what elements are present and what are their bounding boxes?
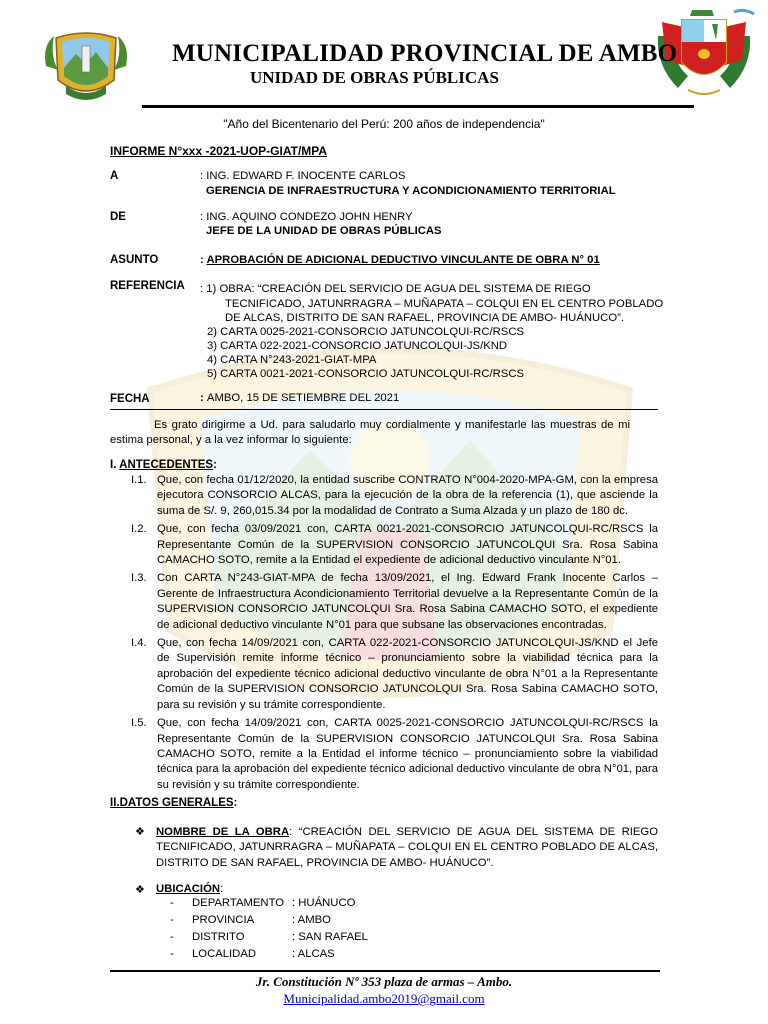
location-row: - LOCALIDAD : ALCAS <box>170 948 335 960</box>
list-item: I.5. Que, con fecha 14/09/2021 con, CARTA 0025-2021-CONSORCIO JATUNCOLQUI-RC/RSCS la Representante Común de la SUPERVISION CONSORCIO JATUNCOLQUI Sra. Rosa Sabina CAMACHO SOTO, remite a la Entidad el informe técnico – pronunciamiento sobre la viabilidad técnica para la aprobación del expediente técnico adicional deductivo vinculante de obra N°01, para su revisión y su trámite correspondiente. <box>131 717 658 791</box>
location-heading: UBICACIÓN: <box>156 883 224 895</box>
diamond-bullet-icon: ❖ <box>135 884 145 896</box>
from-label: DE <box>110 211 126 223</box>
to-label: A <box>110 170 119 182</box>
date: : AMBO, 15 DE SETIEMBRE DEL 2021 <box>200 392 400 404</box>
header-subtitle: UNIDAD DE OBRAS PÚBLICAS <box>250 68 499 87</box>
subject-text: APROBACIÓN DE ADICIONAL DEDUCTIVO VINCULANTE DE OBRA N° 01 <box>206 254 600 266</box>
subject: : APROBACIÓN DE ADICIONAL DEDUCTIVO VINCULANTE DE OBRA N° 01 <box>200 254 600 266</box>
antecedentes-list <box>131 473 658 793</box>
reference-item-5: 5) CARTA 0021-2021-CONSORCIO JATUNCOLQUI-RC/RSCS <box>207 368 525 380</box>
municipal-crest-logo <box>40 26 132 104</box>
work-name <box>156 825 658 871</box>
header-title: MUNICIPALIDAD PROVINCIAL DE AMBO <box>172 40 678 67</box>
footer-email-link[interactable]: Municipalidad.ambo2019@gmail.com <box>283 991 485 1006</box>
section-1-heading: I. ANTECEDENTES: <box>110 459 217 471</box>
location-label: UBICACIÓN <box>156 883 221 895</box>
reference-item-4: 4) CARTA N°243-2021-GIAT-MPA <box>207 354 377 366</box>
reference-line-1: : 1) OBRA: “CREACIÓN DEL SERVICIO DE AGUA DEL SISTEMA DE RIEGO <box>200 283 591 295</box>
reference-line-2: TECNIFICADO, JATUNRRAGRA – MUÑAPATA – COLQUI EN EL CENTRO POBLADO <box>225 298 664 310</box>
footer-divider <box>110 970 660 972</box>
list-item: I.3. Con CARTA N°243-GIAT-MPA de fecha 13/09/2021, el Ing. Edward Frank Inocente Carlos – Gerente de Infraestructura Acondicionamiento Territorial devuelve a la Representante Común de la SUPERVISION CONSORCIO JATUNCOLQUI Sra. Rosa Sabina CAMACHO SOTO, el expediente de adicional deductivo vinculante N°01 para que subsane las observaciones encontradas. <box>131 572 658 631</box>
date-text: AMBO, 15 DE SETIEMBRE DEL 2021 <box>206 392 400 404</box>
from-title: JEFE DE LA UNIDAD DE OBRAS PÚBLICAS <box>206 225 442 237</box>
reference-item-3: 3) CARTA 022-2021-CONSORCIO JATUNCOLQUI-JS/KND <box>207 340 508 352</box>
subject-label: ASUNTO <box>110 254 159 266</box>
reference-item-2: 2) CARTA 0025-2021-CONSORCIO JATUNCOLQUI-RC/RSCS <box>207 326 525 338</box>
reference-label: REFERENCIA <box>110 280 185 292</box>
location-row: - DEPARTAMENTO : HUÁNUCO <box>170 897 356 909</box>
diamond-bullet-icon: ❖ <box>135 826 145 838</box>
work-name-label: NOMBRE DE LA OBRA <box>156 826 290 838</box>
list-item: I.2. Que, con fecha 03/09/2021 con, CARTA 0021-2021-CONSORCIO JATUNCOLQUI-RC/RSCS la Representante Común de la SUPERVISION CONSORCIO JATUNCOLQUI Sra. Rosa Sabina CAMACHO SOTO, remite a la Entidad el expediente de adicional deductivo vinculante N°01. <box>131 523 658 567</box>
reference-line-3: DE ALCAS, DISTRITO DE SAN RAFAEL, PROVINCIA DE AMBO- HUÁNUCO”. <box>225 312 625 324</box>
intro-paragraph: Es grato dirigirme a Ud. para saludarlo muy cordialmente y manifestarle las muestras de mi estima personal, y a la vez informar lo siguiente: <box>110 419 630 447</box>
section-2-title: II.DATOS GENERALES <box>110 797 234 809</box>
to-title: GERENCIA DE INFRAESTRUCTURA Y ACONDICIONAMIENTO TERRITORIAL <box>206 185 616 197</box>
year-motto: "Año del Bicentenario del Perú: 200 años de independencia" <box>223 117 545 131</box>
location-row: - PROVINCIA : AMBO <box>170 914 331 926</box>
footer-address: Jr. Constitución Nº 353 plaza de armas – Ambo. <box>255 974 513 989</box>
section-2-heading: II.DATOS GENERALES: <box>110 797 238 809</box>
report-code: INFORME N°xxx -2021-UOP-GIAT/MPA <box>110 144 328 158</box>
work-name-text: : “CREACIÓN DEL SERVICIO DE AGUA DEL SISTEMA DE RIEGO TECNIFICADO, JATUNRRAGRA – MUÑAPATA – COLQUI EN EL CENTRO POBLADO DE ALCAS, DISTRITO DE SAN RAFAEL, PROVINCIA DE AMBO- HUÁNUCO”. <box>156 826 659 869</box>
list-item: I.1. Que, con fecha 01/12/2020, la entidad suscribe CONTRATO N°004-2020-MPA-GM, con la empresa ejecutora CONSORCIO ALCAS, para la ejecución de la obra de la referencia (1), que asciende la suma de S/. 9, 260,015.34 por la modalidad de Contrato a Suma Alzada y un plazo de 180 dc. <box>131 474 658 517</box>
from-name: : ING. AQUINO CONDEZO JOHN HENRY <box>200 211 413 223</box>
memo-divider <box>110 409 658 410</box>
section-1-title: ANTECEDENTES <box>119 459 214 471</box>
to-name: : ING. EDWARD F. INOCENTE CARLOS <box>200 170 406 182</box>
date-label: FECHA <box>110 393 150 405</box>
list-item: I.4. Que, con fecha 14/09/2021 con, CARTA 022-2021-CONSORCIO JATUNCOLQUI-JS/KND el Jefe de Supervisión remite informe técnico – pronunciamiento sobre la viabilidad técnica para la aprobación del expediente técnico adicional deductivo vinculante de obra N°01 a la Representante Común de la SUPERVISION CONSORCIO JATUNCOLQUI Sra. Rosa Sabina CAMACHO SOTO, para su revisión y su trámite correspondiente. <box>131 637 658 711</box>
header-divider <box>142 105 694 108</box>
location-row: - DISTRITO : SAN RAFAEL <box>170 931 368 943</box>
